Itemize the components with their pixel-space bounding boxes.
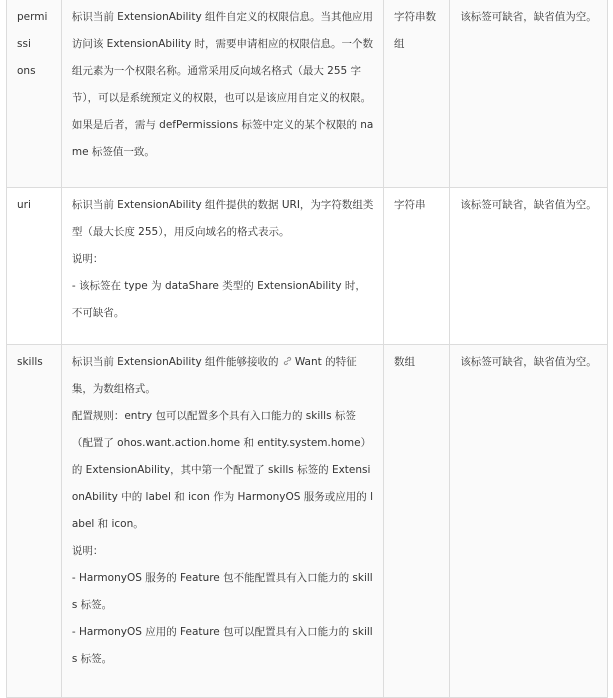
cell-attribute-name <box>7 345 62 698</box>
attribute-name-part: permissi <box>17 11 48 50</box>
table-row-skills <box>7 345 608 698</box>
note-item: - HarmonyOS 服务的 Feature 包不能配置具有入口能力的 skills 标签。 <box>71 572 373 611</box>
cell-attribute-name <box>7 188 62 345</box>
cell-required <box>450 345 608 698</box>
note-item: - HarmonyOS 应用的 Feature 包可以配置具有入口能力的 skills 标签。 <box>71 626 373 665</box>
note-label: 说明： <box>71 545 104 557</box>
cell-description <box>61 0 383 188</box>
cell-required <box>450 0 608 188</box>
cell-description <box>61 188 383 345</box>
attribute-name-part: ons <box>17 65 36 77</box>
cell-data-type <box>384 188 450 345</box>
cell-data-type <box>384 0 450 188</box>
note-item: - 该标签在 type 为 dataShare 类型的 ExtensionAbility 时，不可缺省。 <box>71 280 366 319</box>
note-label: 说明： <box>71 253 104 265</box>
attribute-name-text: skills <box>17 356 43 368</box>
required-text: 该标签可缺省，缺省值为空。 <box>460 11 597 23</box>
description-paragraph <box>72 349 374 403</box>
cell-attribute-name <box>7 0 62 188</box>
table-row-uri <box>7 188 608 345</box>
required-text: 该标签可缺省，缺省值为空。 <box>460 199 597 211</box>
data-type-text: 数组 <box>394 356 416 368</box>
required-text: 该标签可缺省，缺省值为空。 <box>460 356 597 368</box>
want-link[interactable]: Want <box>294 356 322 368</box>
cell-required <box>450 188 608 345</box>
description-paragraph: 标识当前 ExtensionAbility 组件自定义的权限信息。当其他应用访问该 ExtensionAbility 时，需要申请相应的权限信息。一个数组元素为一个权限名称。通常采用反向域名格式（最大 255 字节），可以是系统预定义的权限，也可以是该应用自定义的权限。如果是后者，需与 defPermissions 标签中定义的某个权限的 name 标签值一致。 <box>71 11 374 158</box>
description-paragraph: 配置规则：entry 包可以配置多个具有入口能力的 skills 标签（配置了 ohos.want.action.home 和 entity.system.home）的 ExtensionAbility，其中第一个配置了 skills 标签的 ExtensionAbility 中的 label 和 icon 作为 HarmonyOS 服务或应用的 label 和 icon。 <box>71 410 374 530</box>
cell-description <box>61 345 383 698</box>
description-text: 标识当前 ExtensionAbility 组件能够接收的 <box>71 356 282 368</box>
link-icon <box>282 356 293 366</box>
table-row-permissions <box>7 0 608 188</box>
description-text: 的特征集，为数组格式。 <box>71 356 357 395</box>
attribute-table <box>6 0 608 698</box>
data-type-text: 字符串数组 <box>394 11 437 50</box>
data-type-text: 字符串 <box>394 199 426 211</box>
cell-data-type <box>384 345 450 698</box>
attribute-name-text: uri <box>17 199 31 211</box>
description-paragraph: 标识当前 ExtensionAbility 组件提供的数据 URI，为字符数组类型（最大长度 255），用反向域名的格式表示。 <box>71 199 374 238</box>
